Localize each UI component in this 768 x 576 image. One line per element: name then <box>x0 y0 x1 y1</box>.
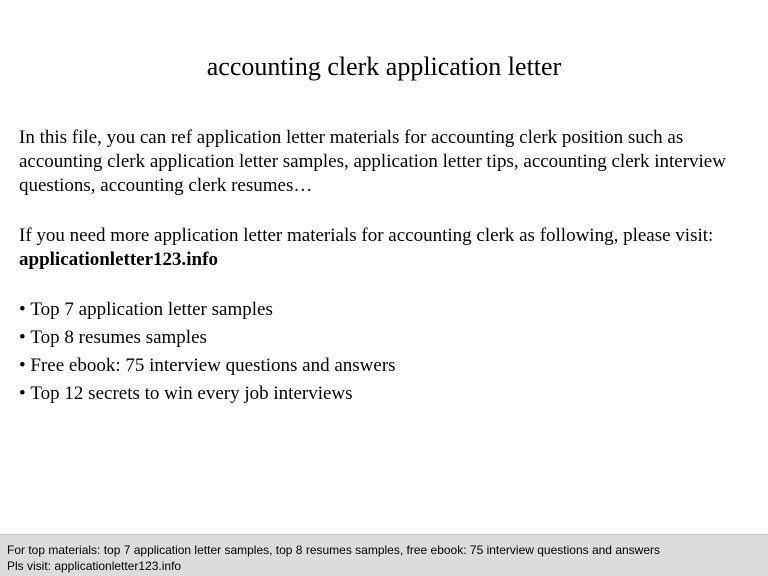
list-item: • Top 7 application letter samples <box>19 298 754 322</box>
visit-paragraph <box>19 224 754 272</box>
visit-link[interactable]: applicationletter123.info <box>19 249 218 270</box>
intro-paragraph: In this file, you can ref application letter materials for accounting clerk position such as accounting clerk application letter samples, application letter tips, accounting clerk interview questions, accounting clerk resumes… <box>19 127 726 196</box>
footer-banner <box>0 534 768 576</box>
list-item: • Top 12 secrets to win every job interviews <box>19 382 754 406</box>
page-title: accounting clerk application letter <box>206 52 562 81</box>
list-item: • Free ebook: 75 interview questions and answers <box>19 354 754 378</box>
footer-line-1: For top materials: top 7 application letter samples, top 8 resumes samples, free ebook: 75 interview questions and answers <box>7 543 660 557</box>
visit-text: If you need more application letter materials for accounting clerk as following, please visit: <box>19 225 714 246</box>
main-content <box>19 126 754 410</box>
footer-line-2: Pls visit: applicationletter123.info <box>7 559 182 573</box>
materials-list <box>19 298 754 406</box>
list-item: • Top 8 resumes samples <box>19 326 754 350</box>
